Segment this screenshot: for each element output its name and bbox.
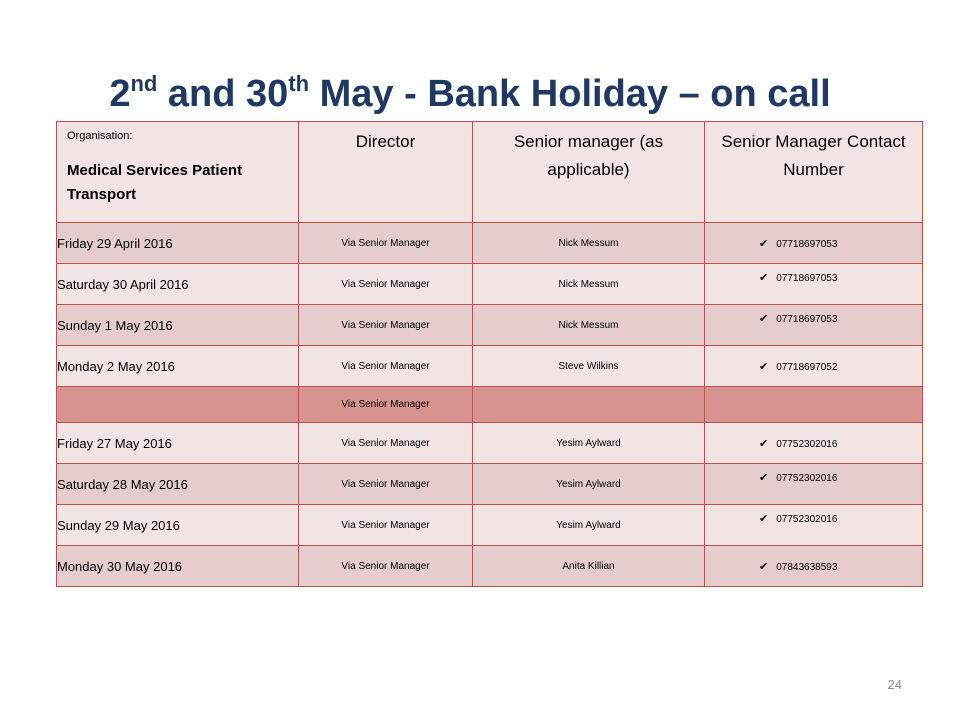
checkmark-icon: ✔ xyxy=(759,560,769,573)
contact-number: 07718697052 xyxy=(776,361,838,373)
contact-cell xyxy=(705,387,923,423)
date-cell: Friday 27 May 2016 xyxy=(57,423,299,464)
contact-number: 07752302016 xyxy=(776,438,838,450)
organisation-name: Medical Services Patient Transport xyxy=(67,162,243,203)
manager-cell: Nick Messum xyxy=(473,305,705,346)
table-row xyxy=(57,387,923,423)
director-cell: Via Senior Manager xyxy=(299,387,473,423)
contact-number: 07752302016 xyxy=(776,472,838,484)
director-cell: Via Senior Manager xyxy=(299,546,473,587)
on-call-table xyxy=(56,121,923,587)
manager-cell: Anita Killian xyxy=(473,546,705,587)
table-row xyxy=(57,546,923,587)
manager-cell: Yesim Aylward xyxy=(473,505,705,546)
table-row xyxy=(57,264,923,305)
contact-number-header-cell xyxy=(705,122,923,223)
manager-cell: Nick Messum xyxy=(473,264,705,305)
director-column-header: Director xyxy=(355,132,416,151)
contact-cell xyxy=(705,223,923,264)
table-header-row xyxy=(57,122,923,223)
date-cell: Sunday 29 May 2016 xyxy=(57,505,299,546)
senior-manager-column-header: Senior manager (as applicable) xyxy=(513,132,664,179)
contact-cell xyxy=(705,264,923,305)
manager-cell: Nick Messum xyxy=(473,223,705,264)
senior-manager-header-cell xyxy=(473,122,705,223)
director-cell: Via Senior Manager xyxy=(299,423,473,464)
date-cell: Sunday 1 May 2016 xyxy=(57,305,299,346)
checkmark-icon: ✔ xyxy=(759,237,769,250)
contact-cell xyxy=(705,546,923,587)
director-cell: Via Senior Manager xyxy=(299,346,473,387)
date-cell xyxy=(57,387,299,423)
contact-number-column-header: Senior Manager Contact Number xyxy=(721,132,906,179)
table-row xyxy=(57,223,923,264)
date-cell: Saturday 28 May 2016 xyxy=(57,464,299,505)
director-cell: Via Senior Manager xyxy=(299,505,473,546)
table-row xyxy=(57,305,923,346)
manager-cell: Yesim Aylward xyxy=(473,464,705,505)
director-cell: Via Senior Manager xyxy=(299,223,473,264)
contact-cell xyxy=(705,423,923,464)
contact-number: 07718697053 xyxy=(776,238,838,250)
checkmark-icon: ✔ xyxy=(759,360,769,373)
contact-cell xyxy=(705,305,923,346)
director-cell: Via Senior Manager xyxy=(299,305,473,346)
table-row xyxy=(57,464,923,505)
checkmark-icon: ✔ xyxy=(759,512,769,525)
manager-cell: Yesim Aylward xyxy=(473,423,705,464)
date-cell: Monday 30 May 2016 xyxy=(57,546,299,587)
date-cell: Friday 29 April 2016 xyxy=(57,223,299,264)
contact-number: 07718697053 xyxy=(776,313,838,325)
contact-number: 07843638593 xyxy=(776,561,838,573)
organisation-label: Organisation: xyxy=(67,130,133,142)
table-row xyxy=(57,505,923,546)
contact-cell xyxy=(705,464,923,505)
manager-cell xyxy=(473,387,705,423)
contact-cell xyxy=(705,505,923,546)
checkmark-icon: ✔ xyxy=(759,271,769,284)
director-cell: Via Senior Manager xyxy=(299,464,473,505)
page-title: 2nd and 30th May - Bank Holiday – on call xyxy=(109,71,831,116)
contact-number: 07718697053 xyxy=(776,272,838,284)
checkmark-icon: ✔ xyxy=(759,312,769,325)
checkmark-icon: ✔ xyxy=(759,437,769,450)
table-row xyxy=(57,346,923,387)
date-cell: Monday 2 May 2016 xyxy=(57,346,299,387)
page-number: 24 xyxy=(887,677,902,692)
date-cell: Saturday 30 April 2016 xyxy=(57,264,299,305)
contact-number: 07752302016 xyxy=(776,513,838,525)
director-header-cell xyxy=(299,122,473,223)
contact-cell xyxy=(705,346,923,387)
organisation-header-cell xyxy=(57,122,299,223)
director-cell: Via Senior Manager xyxy=(299,264,473,305)
manager-cell: Steve Wilkins xyxy=(473,346,705,387)
checkmark-icon: ✔ xyxy=(759,471,769,484)
table-row xyxy=(57,423,923,464)
